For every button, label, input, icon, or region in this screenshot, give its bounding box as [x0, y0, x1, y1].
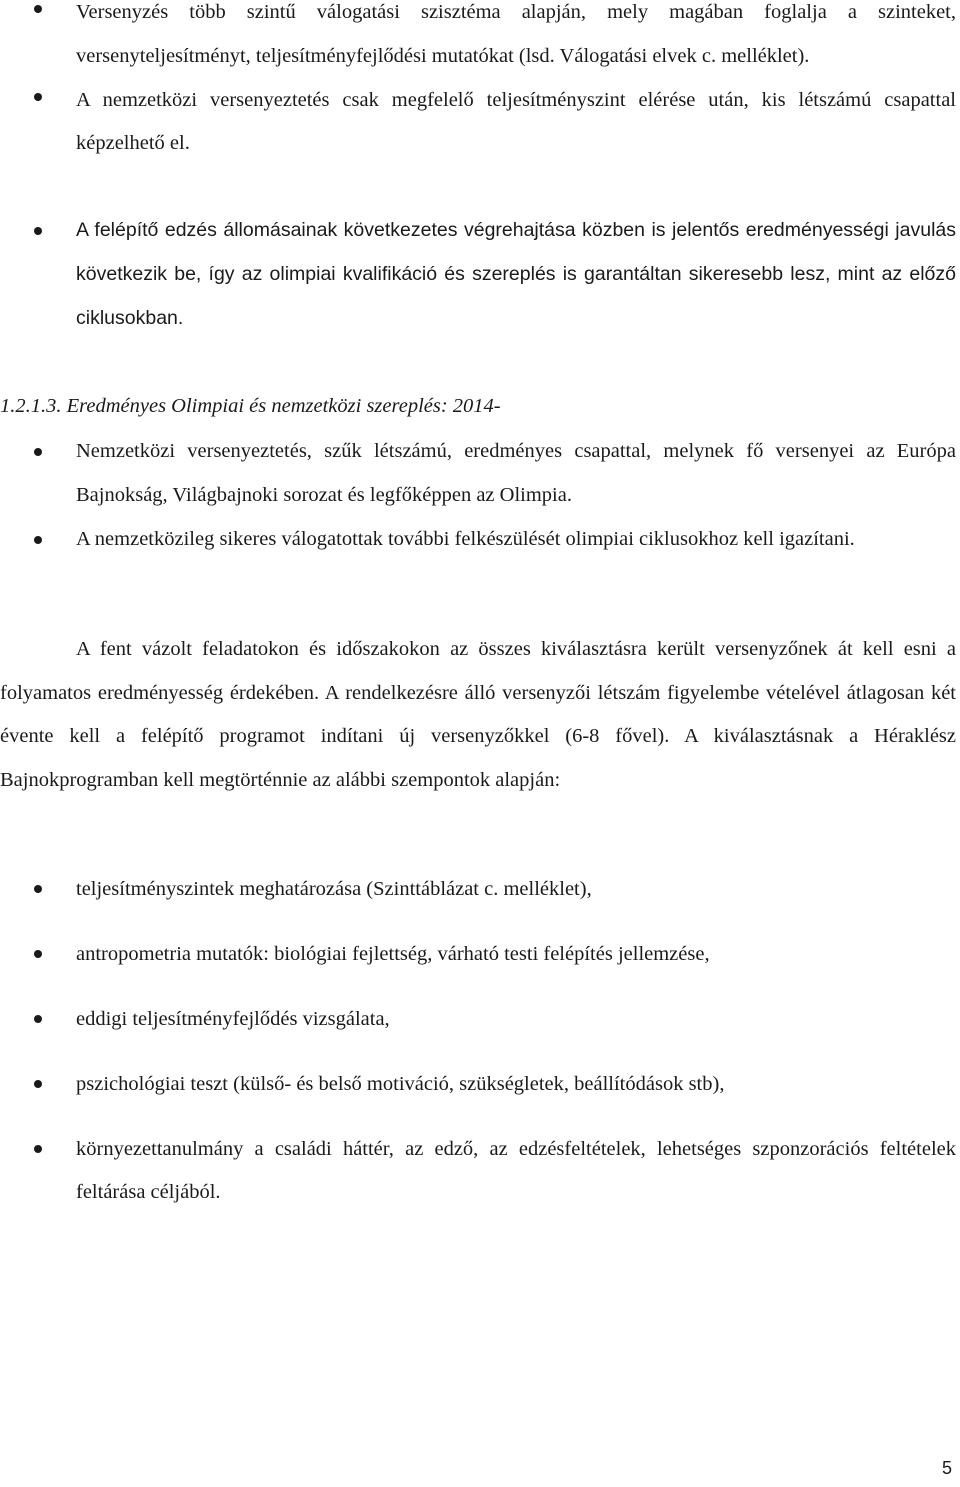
bullet-list-criteria	[0, 868, 956, 1236]
list-item	[0, 1063, 956, 1106]
list-item-text: eddigi teljesítményfejlődés vizsgálata,	[76, 1008, 390, 1030]
list-item	[0, 209, 956, 340]
list-item-text: teljesítményszintek meghatározása (Szinttáblázat c. melléklet),	[76, 878, 592, 900]
section-heading: 1.2.1.3. Eredményes Olimpiai és nemzetközi szereplés: 2014-	[0, 395, 501, 417]
list-item	[0, 998, 956, 1041]
list-item	[0, 933, 956, 976]
list-item-text: antropometria mutatók: biológiai fejlettség, várható testi felépítés jellemzése,	[76, 943, 710, 965]
bullet-list-selection	[0, 0, 956, 166]
list-item-text: Nemzetközi versenyeztetés, szűk létszámú, eredményes csapattal, melynek fő versenyei az Európa Bajnokság, Világbajnoki sorozat és legfőképpen az Olimpia.	[76, 440, 956, 506]
bullet-icon	[34, 885, 42, 893]
list-item	[0, 1128, 956, 1214]
bullet-icon	[34, 536, 42, 544]
list-item-text: Versenyzés több szintű válogatási szisztéma alapján, mely magában foglalja a szinteket, versenyteljesítményt, teljesítményfejlődési mutatókat (lsd. Válogatási elvek c. melléklet).	[76, 1, 956, 67]
bullet-icon	[34, 227, 42, 235]
list-item	[0, 518, 956, 562]
body-paragraph: A fent vázolt feladatokon és időszakokon az összes kiválasztásra került versenyzőnek át kell esni a folyamatos eredményesség érdekében. A rendelkezésre álló versenyzői létszám figyelembe vételével átlagosan két évente kell a felépítő programot indítani új versenyzőkkel (6-8 fővel). A kiválasztásnak a Héraklész Bajnokprogramban kell megtörténnie az alábbi szempontok alapján:	[0, 638, 956, 792]
bullet-icon	[34, 448, 42, 456]
list-item-text: pszichológiai teszt (külső- és belső motiváció, szükségletek, beállítódások stb),	[76, 1073, 725, 1095]
list-item-text: A felépítő edzés állomásainak következetes végrehajtása közben is jelentős eredményességi javulás következik be, így az olimpiai kvalifikáció és szereplés is garantáltan sikeresebb lesz, mint az előző ciklusokban.	[76, 219, 956, 329]
list-item-text: A nemzetközi versenyeztetés csak megfelelő teljesítményszint elérése után, kis létszámú csapattal képzelhető el.	[76, 88, 956, 155]
bullet-icon	[34, 93, 42, 101]
bullet-icon	[34, 1015, 42, 1023]
bullet-list-international	[0, 430, 956, 561]
list-item-text: A nemzetközileg sikeres válogatottak további felkészülését olimpiai ciklusokhoz kell igazítani.	[76, 527, 855, 550]
bullet-list-results	[0, 209, 956, 340]
list-item	[0, 430, 956, 518]
list-item-text: környezettanulmány a családi háttér, az edző, az edzésfeltételek, lehetséges szponzorációs feltételek feltárása céljából.	[76, 1138, 956, 1203]
bullet-icon	[34, 5, 42, 13]
list-item	[0, 868, 956, 911]
list-item	[0, 79, 956, 167]
list-item	[0, 0, 956, 79]
bullet-icon	[34, 950, 42, 958]
page-number: 5	[941, 1458, 952, 1478]
bullet-icon	[34, 1145, 42, 1153]
bullet-icon	[34, 1080, 42, 1088]
